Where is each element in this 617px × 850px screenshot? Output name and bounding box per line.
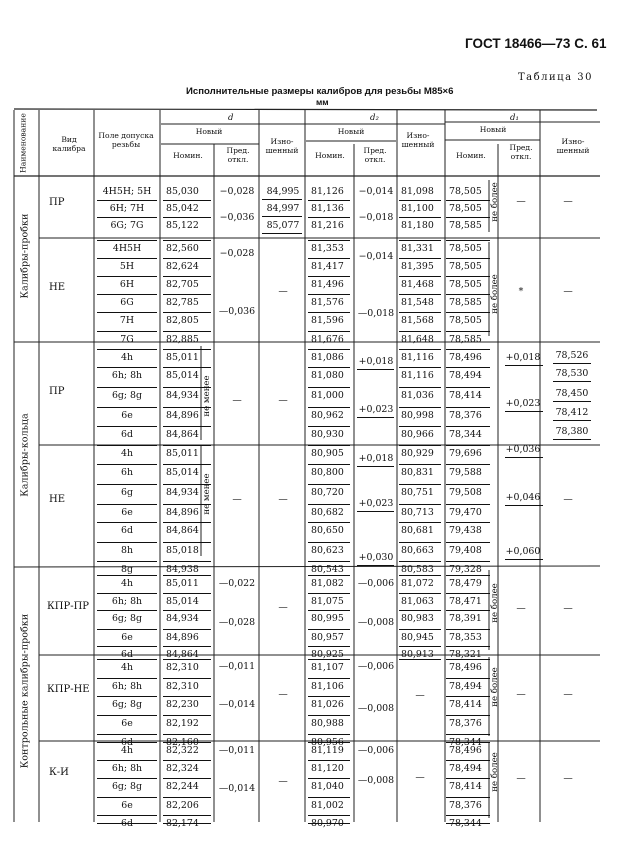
- d-nominal-cell: 82,244: [166, 781, 199, 792]
- d2-nominal-cell: 81,417: [311, 261, 344, 272]
- d-deviation-cell: —: [232, 395, 242, 406]
- d-nominal-cell: 82,192: [166, 718, 199, 729]
- d-nominal-cell: 85,014: [166, 467, 199, 478]
- d2-deviation-cell: +0,030: [358, 552, 394, 563]
- d2-nominal-cell: 81,119: [311, 745, 344, 756]
- tolerance-cell: 4H5H; 5H: [102, 186, 152, 197]
- d2-deviation-cell: —0,008: [357, 775, 395, 786]
- d1-nominal-cell: 78,585: [449, 220, 482, 231]
- d1-deviation-cell: +0,036: [505, 444, 541, 455]
- d-deviation-cell: —0,011: [218, 661, 256, 672]
- d2-worn-cell: 81,568: [401, 315, 434, 326]
- d2-worn-cell: —: [415, 690, 425, 701]
- d1-deviation-cell: *: [518, 286, 524, 297]
- d1-deviation-cell: +0,060: [505, 546, 541, 557]
- d2-worn-cell: 80,681: [401, 525, 434, 536]
- d-nominal-cell: 82,230: [166, 699, 199, 710]
- d2-deviation-cell: +0,018: [358, 356, 394, 367]
- table-label: Таблица 30: [518, 72, 593, 83]
- d1-nominal-cell: 78,494: [449, 681, 482, 692]
- d1-nominal-cell: 78,376: [449, 800, 482, 811]
- d-deviation-cell: −0,028: [219, 186, 255, 197]
- d2-nominal-cell: 80,957: [311, 632, 344, 643]
- d1-nominal-cell: 78,376: [449, 410, 482, 421]
- header-d2: d₂: [370, 113, 379, 123]
- d-nominal-cell: 82,160: [166, 737, 199, 748]
- d1-nominal-cell: 78,414: [449, 781, 482, 792]
- note-not-more: не более: [490, 274, 500, 314]
- d2-worn-cell: 80,583: [401, 564, 434, 575]
- d2-worn-cell: —: [415, 772, 425, 783]
- d2-worn-cell: 81,180: [401, 220, 434, 231]
- d1-nominal-cell: 78,414: [449, 390, 482, 401]
- tolerance-cell: 6d: [121, 525, 133, 536]
- tolerance-cell: 7H: [119, 315, 135, 326]
- tolerance-cell: 6g; 8g: [111, 390, 143, 401]
- d-nominal-cell: 82,310: [166, 662, 199, 673]
- d2-worn-cell: 81,098: [401, 186, 434, 197]
- d-nominal-cell: 85,030: [166, 186, 199, 197]
- tolerance-cell: 6H: [119, 279, 135, 290]
- d2-nominal-cell: 80,988: [311, 718, 344, 729]
- d2-nominal-cell: 81,120: [311, 763, 344, 774]
- d2-worn-cell: 80,831: [401, 467, 434, 478]
- tolerance-cell: 5H: [119, 261, 135, 272]
- d2-deviation-cell: −0,014: [358, 251, 394, 262]
- tolerance-cell: 8h: [120, 545, 133, 556]
- d2-deviation-cell: —0,018: [357, 308, 395, 319]
- tolerance-cell: 6G; 7G: [110, 220, 144, 231]
- tolerance-cell: 6g; 8g: [111, 699, 143, 710]
- note-not-more: не более: [490, 667, 500, 707]
- d-nominal-cell: 82,805: [166, 315, 199, 326]
- d-nominal-cell: 85,011: [166, 448, 199, 459]
- d1-worn-cell: 78,530: [555, 368, 589, 379]
- d2-nominal-cell: 80,800: [311, 467, 344, 478]
- d2-deviation-cell: —0,006: [357, 745, 395, 756]
- tolerance-cell: 6e: [121, 718, 133, 729]
- d-nominal-cell: 84,896: [166, 507, 199, 518]
- d1-nominal-cell: 79,696: [449, 448, 482, 459]
- d2-nominal-cell: 81,126: [311, 186, 344, 197]
- header-name: Наименование: [18, 113, 28, 173]
- tolerance-cell: 6G: [120, 297, 134, 308]
- d2-nominal-cell: 81,676: [311, 334, 344, 345]
- d2-deviation-cell: —0,008: [357, 617, 395, 628]
- d2-worn-cell: 80,913: [401, 649, 434, 660]
- d-nominal-cell: 84,864: [166, 429, 199, 440]
- d1-worn-cell: —: [563, 689, 573, 700]
- d1-nominal-cell: 78,414: [449, 699, 482, 710]
- kind-label: К-И: [49, 767, 69, 778]
- d2-worn-cell: 80,713: [401, 507, 434, 518]
- tolerance-cell: 6H; 7H: [109, 203, 145, 214]
- tolerance-cell: 4h: [120, 448, 133, 459]
- d2-nominal-cell: 80,970: [311, 818, 344, 829]
- tolerance-cell: 4H5H: [112, 243, 142, 254]
- d1-nominal-cell: 78,344: [449, 737, 482, 748]
- kind-label: НЕ: [49, 282, 66, 293]
- tolerance-cell: 6e: [121, 410, 133, 421]
- note-not-less: не менее: [202, 375, 212, 417]
- tolerance-cell: 6g; 8g: [111, 781, 143, 792]
- d1-worn-cell: 78,526: [555, 350, 589, 361]
- tolerance-cell: 4h: [120, 662, 133, 673]
- d-nominal-cell: 82,705: [166, 279, 199, 290]
- d2-worn-cell: 81,100: [401, 203, 434, 214]
- d-worn-cell: —: [278, 494, 288, 505]
- kind-label: КПР-НЕ: [47, 684, 90, 695]
- d1-nominal-cell: 78,585: [449, 297, 482, 308]
- d-worn-cell: —: [278, 776, 288, 787]
- d-deviation-cell: —0,014: [218, 783, 256, 794]
- header-worn-d2: Изно- шенный: [401, 131, 435, 149]
- d-deviation-cell: −0,028: [219, 248, 255, 259]
- table-title: Исполнительные размеры калибров для резьбы М85×6: [186, 86, 454, 97]
- d1-nominal-cell: 78,496: [449, 662, 482, 673]
- d2-nominal-cell: 81,002: [311, 800, 344, 811]
- d2-deviation-cell: —0,006: [357, 661, 395, 672]
- header-nom-d: Номин.: [173, 151, 203, 160]
- d-nominal-cell: 82,560: [166, 243, 199, 254]
- d1-deviation-cell: —: [516, 603, 526, 614]
- d-nominal-cell: 84,934: [166, 487, 199, 498]
- d-worn-cell: 85,077: [266, 220, 300, 231]
- d2-worn-cell: 80,751: [401, 487, 434, 498]
- table-units: мм: [316, 97, 329, 107]
- d1-deviation-cell: —: [516, 689, 526, 700]
- header-new-d2: Новый: [337, 127, 365, 136]
- note-not-less: не менее: [202, 473, 212, 515]
- header-kind: Вид калибра: [52, 135, 86, 153]
- kind-label: ПР: [49, 197, 65, 208]
- d2-worn-cell: 81,548: [401, 297, 434, 308]
- d-deviation-cell: —0,022: [218, 578, 256, 589]
- group-label-control-plugs: Контрольные калибры-пробки: [19, 613, 31, 769]
- d1-nominal-cell: 79,508: [449, 487, 482, 498]
- d1-deviation-cell: —: [516, 196, 526, 207]
- tolerance-cell: 8g: [121, 564, 133, 575]
- d1-nominal-cell: 78,344: [449, 818, 482, 829]
- header-d: d: [228, 113, 234, 123]
- tolerance-cell: 6e: [121, 800, 133, 811]
- d1-deviation-cell: +0,023: [505, 398, 541, 409]
- d1-nominal-cell: 78,505: [449, 186, 482, 197]
- tolerance-cell: 6h; 8h: [111, 596, 143, 607]
- kind-label: КПР-ПР: [47, 601, 90, 612]
- header-nom-d1: Номин.: [456, 151, 486, 160]
- d-nominal-cell: 82,322: [166, 745, 199, 756]
- d-deviation-cell: —0,011: [218, 745, 256, 756]
- d-worn-cell: —: [278, 602, 288, 613]
- d1-deviation-cell: +0,046: [505, 492, 541, 503]
- d2-nominal-cell: 80,925: [311, 649, 344, 660]
- d2-worn-cell: 81,036: [401, 390, 434, 401]
- d2-nominal-cell: 80,682: [311, 507, 344, 518]
- d2-worn-cell: 81,331: [401, 243, 434, 254]
- d2-nominal-cell: 81,026: [311, 699, 344, 710]
- d2-worn-cell: 81,648: [401, 334, 434, 345]
- d1-nominal-cell: 79,588: [449, 467, 482, 478]
- d1-nominal-cell: 78,376: [449, 718, 482, 729]
- d1-nominal-cell: 78,344: [449, 429, 482, 440]
- header-new-d: Новый: [195, 127, 223, 136]
- kind-label: НЕ: [49, 494, 66, 505]
- header-nom-d2: Номин.: [315, 151, 345, 160]
- tolerance-cell: 6g: [121, 487, 133, 498]
- d-nominal-cell: 82,174: [166, 818, 199, 829]
- d2-nominal-cell: 81,040: [311, 781, 344, 792]
- d2-nominal-cell: 81,216: [311, 220, 344, 231]
- d-worn-cell: —: [278, 689, 288, 700]
- header-new-d1: Новый: [479, 125, 507, 134]
- d2-worn-cell: 81,468: [401, 279, 434, 290]
- d1-deviation-cell: —: [516, 773, 526, 784]
- header-worn-d1: Изно- шенный: [556, 137, 590, 155]
- d2-nominal-cell: 80,930: [311, 429, 344, 440]
- d-nominal-cell: 84,934: [166, 390, 199, 401]
- tolerance-cell: 6e: [121, 632, 133, 643]
- d2-worn-cell: 80,998: [401, 410, 434, 421]
- d-deviation-cell: —0,014: [218, 699, 256, 710]
- d1-worn-cell: 78,380: [555, 426, 589, 437]
- d1-nominal-cell: 79,408: [449, 545, 482, 556]
- d2-worn-cell: 80,983: [401, 613, 434, 624]
- d-nominal-cell: 84,864: [166, 525, 199, 536]
- d1-nominal-cell: 78,505: [449, 279, 482, 290]
- d2-nominal-cell: 80,623: [311, 545, 344, 556]
- d1-nominal-cell: 78,494: [449, 763, 482, 774]
- tolerance-cell: 6d: [121, 737, 133, 748]
- d1-nominal-cell: 79,438: [449, 525, 482, 536]
- d2-deviation-cell: −0,014: [358, 186, 394, 197]
- d2-nominal-cell: 81,106: [311, 681, 344, 692]
- d-nominal-cell: 82,310: [166, 681, 199, 692]
- d1-nominal-cell: 78,505: [449, 261, 482, 272]
- d-nominal-cell: 82,885: [166, 334, 199, 345]
- group-label-rings: Калибры-кольца: [19, 413, 31, 497]
- tolerance-cell: 6e: [121, 507, 133, 518]
- d-nominal-cell: 85,018: [166, 545, 199, 556]
- d-nominal-cell: 85,122: [166, 220, 199, 231]
- tolerance-cell: 4h: [120, 352, 133, 363]
- d1-worn-cell: —: [563, 196, 573, 207]
- d1-nominal-cell: 78,479: [449, 578, 482, 589]
- d2-nominal-cell: 81,080: [311, 370, 344, 381]
- d2-deviation-cell: −0,018: [358, 212, 394, 223]
- d2-nominal-cell: 81,075: [311, 596, 344, 607]
- d1-nominal-cell: 78,505: [449, 315, 482, 326]
- d2-nominal-cell: 81,086: [311, 352, 344, 363]
- d2-nominal-cell: 81,000: [311, 390, 344, 401]
- d-nominal-cell: 82,324: [166, 763, 199, 774]
- d-nominal-cell: 85,042: [166, 203, 199, 214]
- note-not-more: не более: [490, 182, 500, 222]
- tolerance-cell: 6h; 8h: [111, 370, 143, 381]
- d-worn-cell: —: [278, 286, 288, 297]
- d-nominal-cell: 84,896: [166, 410, 199, 421]
- note-not-more: не более: [490, 583, 500, 623]
- d-nominal-cell: 85,014: [166, 370, 199, 381]
- d2-deviation-cell: —0,008: [357, 703, 395, 714]
- d1-nominal-cell: 78,496: [449, 352, 482, 363]
- d2-worn-cell: 81,063: [401, 596, 434, 607]
- group-label-plugs: Калибры-пробки: [19, 213, 31, 299]
- d-nominal-cell: 85,014: [166, 596, 199, 607]
- d2-nominal-cell: 80,962: [311, 410, 344, 421]
- d2-nominal-cell: 81,576: [311, 297, 344, 308]
- tolerance-cell: 6h; 8h: [111, 763, 143, 774]
- d2-nominal-cell: 80,543: [311, 564, 344, 575]
- tolerance-cell: 6d: [121, 429, 133, 440]
- d-nominal-cell: 82,785: [166, 297, 199, 308]
- header-worn-d: Изно- шенный: [265, 137, 299, 155]
- d-nominal-cell: 84,934: [166, 613, 199, 624]
- d1-nominal-cell: 78,505: [449, 203, 482, 214]
- d-nominal-cell: 82,624: [166, 261, 199, 272]
- d2-nominal-cell: 81,107: [311, 662, 344, 673]
- d2-worn-cell: 81,116: [401, 370, 434, 381]
- d-nominal-cell: 82,206: [166, 800, 199, 811]
- d2-nominal-cell: 81,496: [311, 279, 344, 290]
- d2-nominal-cell: 81,596: [311, 315, 344, 326]
- tolerance-cell: 6h: [120, 467, 133, 478]
- d-nominal-cell: 84,896: [166, 632, 199, 643]
- tolerance-cell: 7G: [120, 334, 134, 345]
- d1-nominal-cell: 78,494: [449, 370, 482, 381]
- d1-worn-cell: —: [563, 494, 573, 505]
- d-nominal-cell: 85,011: [166, 578, 199, 589]
- d1-nominal-cell: 78,471: [449, 596, 482, 607]
- page-header: ГОСТ 18466—73 С. 61: [465, 36, 607, 51]
- d2-worn-cell: 80,966: [401, 429, 434, 440]
- d2-worn-cell: 80,663: [401, 545, 434, 556]
- d1-worn-cell: —: [563, 773, 573, 784]
- kind-label: ПР: [49, 386, 65, 397]
- tolerance-cell: 6h; 8h: [111, 681, 143, 692]
- d2-nominal-cell: 81,082: [311, 578, 344, 589]
- d1-worn-cell: —: [563, 286, 573, 297]
- d2-worn-cell: 80,929: [401, 448, 434, 459]
- tolerance-cell: 6d: [121, 818, 133, 829]
- d-worn-cell: —: [278, 395, 288, 406]
- d1-nominal-cell: 78,321: [449, 649, 482, 660]
- d1-worn-cell: 78,412: [555, 407, 589, 418]
- d2-nominal-cell: 81,136: [311, 203, 344, 214]
- d2-worn-cell: 81,395: [401, 261, 434, 272]
- header-dev-d2: Пред. откл.: [363, 146, 387, 164]
- d-worn-cell: 84,995: [266, 186, 300, 197]
- d-deviation-cell: —0,036: [218, 306, 256, 317]
- d1-deviation-cell: +0,018: [505, 352, 541, 363]
- header-d1: d₁: [510, 113, 519, 123]
- d2-worn-cell: 80,945: [401, 632, 434, 643]
- d2-nominal-cell: 80,995: [311, 613, 344, 624]
- d1-worn-cell: 78,450: [555, 388, 589, 399]
- d2-nominal-cell: 80,650: [311, 525, 344, 536]
- d-deviation-cell: —0,028: [218, 617, 256, 628]
- d-nominal-cell: 85,011: [166, 352, 199, 363]
- d1-nominal-cell: 78,585: [449, 334, 482, 345]
- d-deviation-cell: −0,036: [219, 212, 255, 223]
- d-nominal-cell: 84,864: [166, 649, 199, 660]
- header-dev-d: Пред. откл.: [226, 146, 250, 164]
- d1-nominal-cell: 79,328: [449, 564, 482, 575]
- d1-nominal-cell: 78,391: [449, 613, 482, 624]
- d1-nominal-cell: 78,496: [449, 745, 482, 756]
- d2-deviation-cell: +0,023: [358, 404, 394, 415]
- d2-worn-cell: 81,116: [401, 352, 434, 363]
- d1-nominal-cell: 78,353: [449, 632, 482, 643]
- d1-nominal-cell: 79,470: [449, 507, 482, 518]
- d2-deviation-cell: +0,018: [358, 453, 394, 464]
- d2-deviation-cell: —0,006: [357, 578, 395, 589]
- header-dev-d1: Пред. откл.: [509, 143, 533, 161]
- tolerance-cell: 6g; 8g: [111, 613, 143, 624]
- d2-nominal-cell: 80,720: [311, 487, 344, 498]
- d-deviation-cell: —: [232, 494, 242, 505]
- note-not-more: не более: [490, 752, 500, 792]
- d2-deviation-cell: +0,023: [358, 498, 394, 509]
- d1-worn-cell: —: [563, 603, 573, 614]
- tolerance-cell: 6d: [121, 649, 133, 660]
- header-tolerance: Поле допуска резьбы: [98, 131, 154, 149]
- d-nominal-cell: 84,938: [166, 564, 199, 575]
- tolerance-cell: 4h: [120, 745, 133, 756]
- d2-worn-cell: 81,072: [401, 578, 434, 589]
- tolerance-cell: 4h: [120, 578, 133, 589]
- d2-nominal-cell: 80,956: [311, 737, 344, 748]
- d2-nominal-cell: 80,905: [311, 448, 344, 459]
- d-worn-cell: 84,997: [266, 203, 300, 214]
- d2-nominal-cell: 81,353: [311, 243, 344, 254]
- d1-nominal-cell: 78,505: [449, 243, 482, 254]
